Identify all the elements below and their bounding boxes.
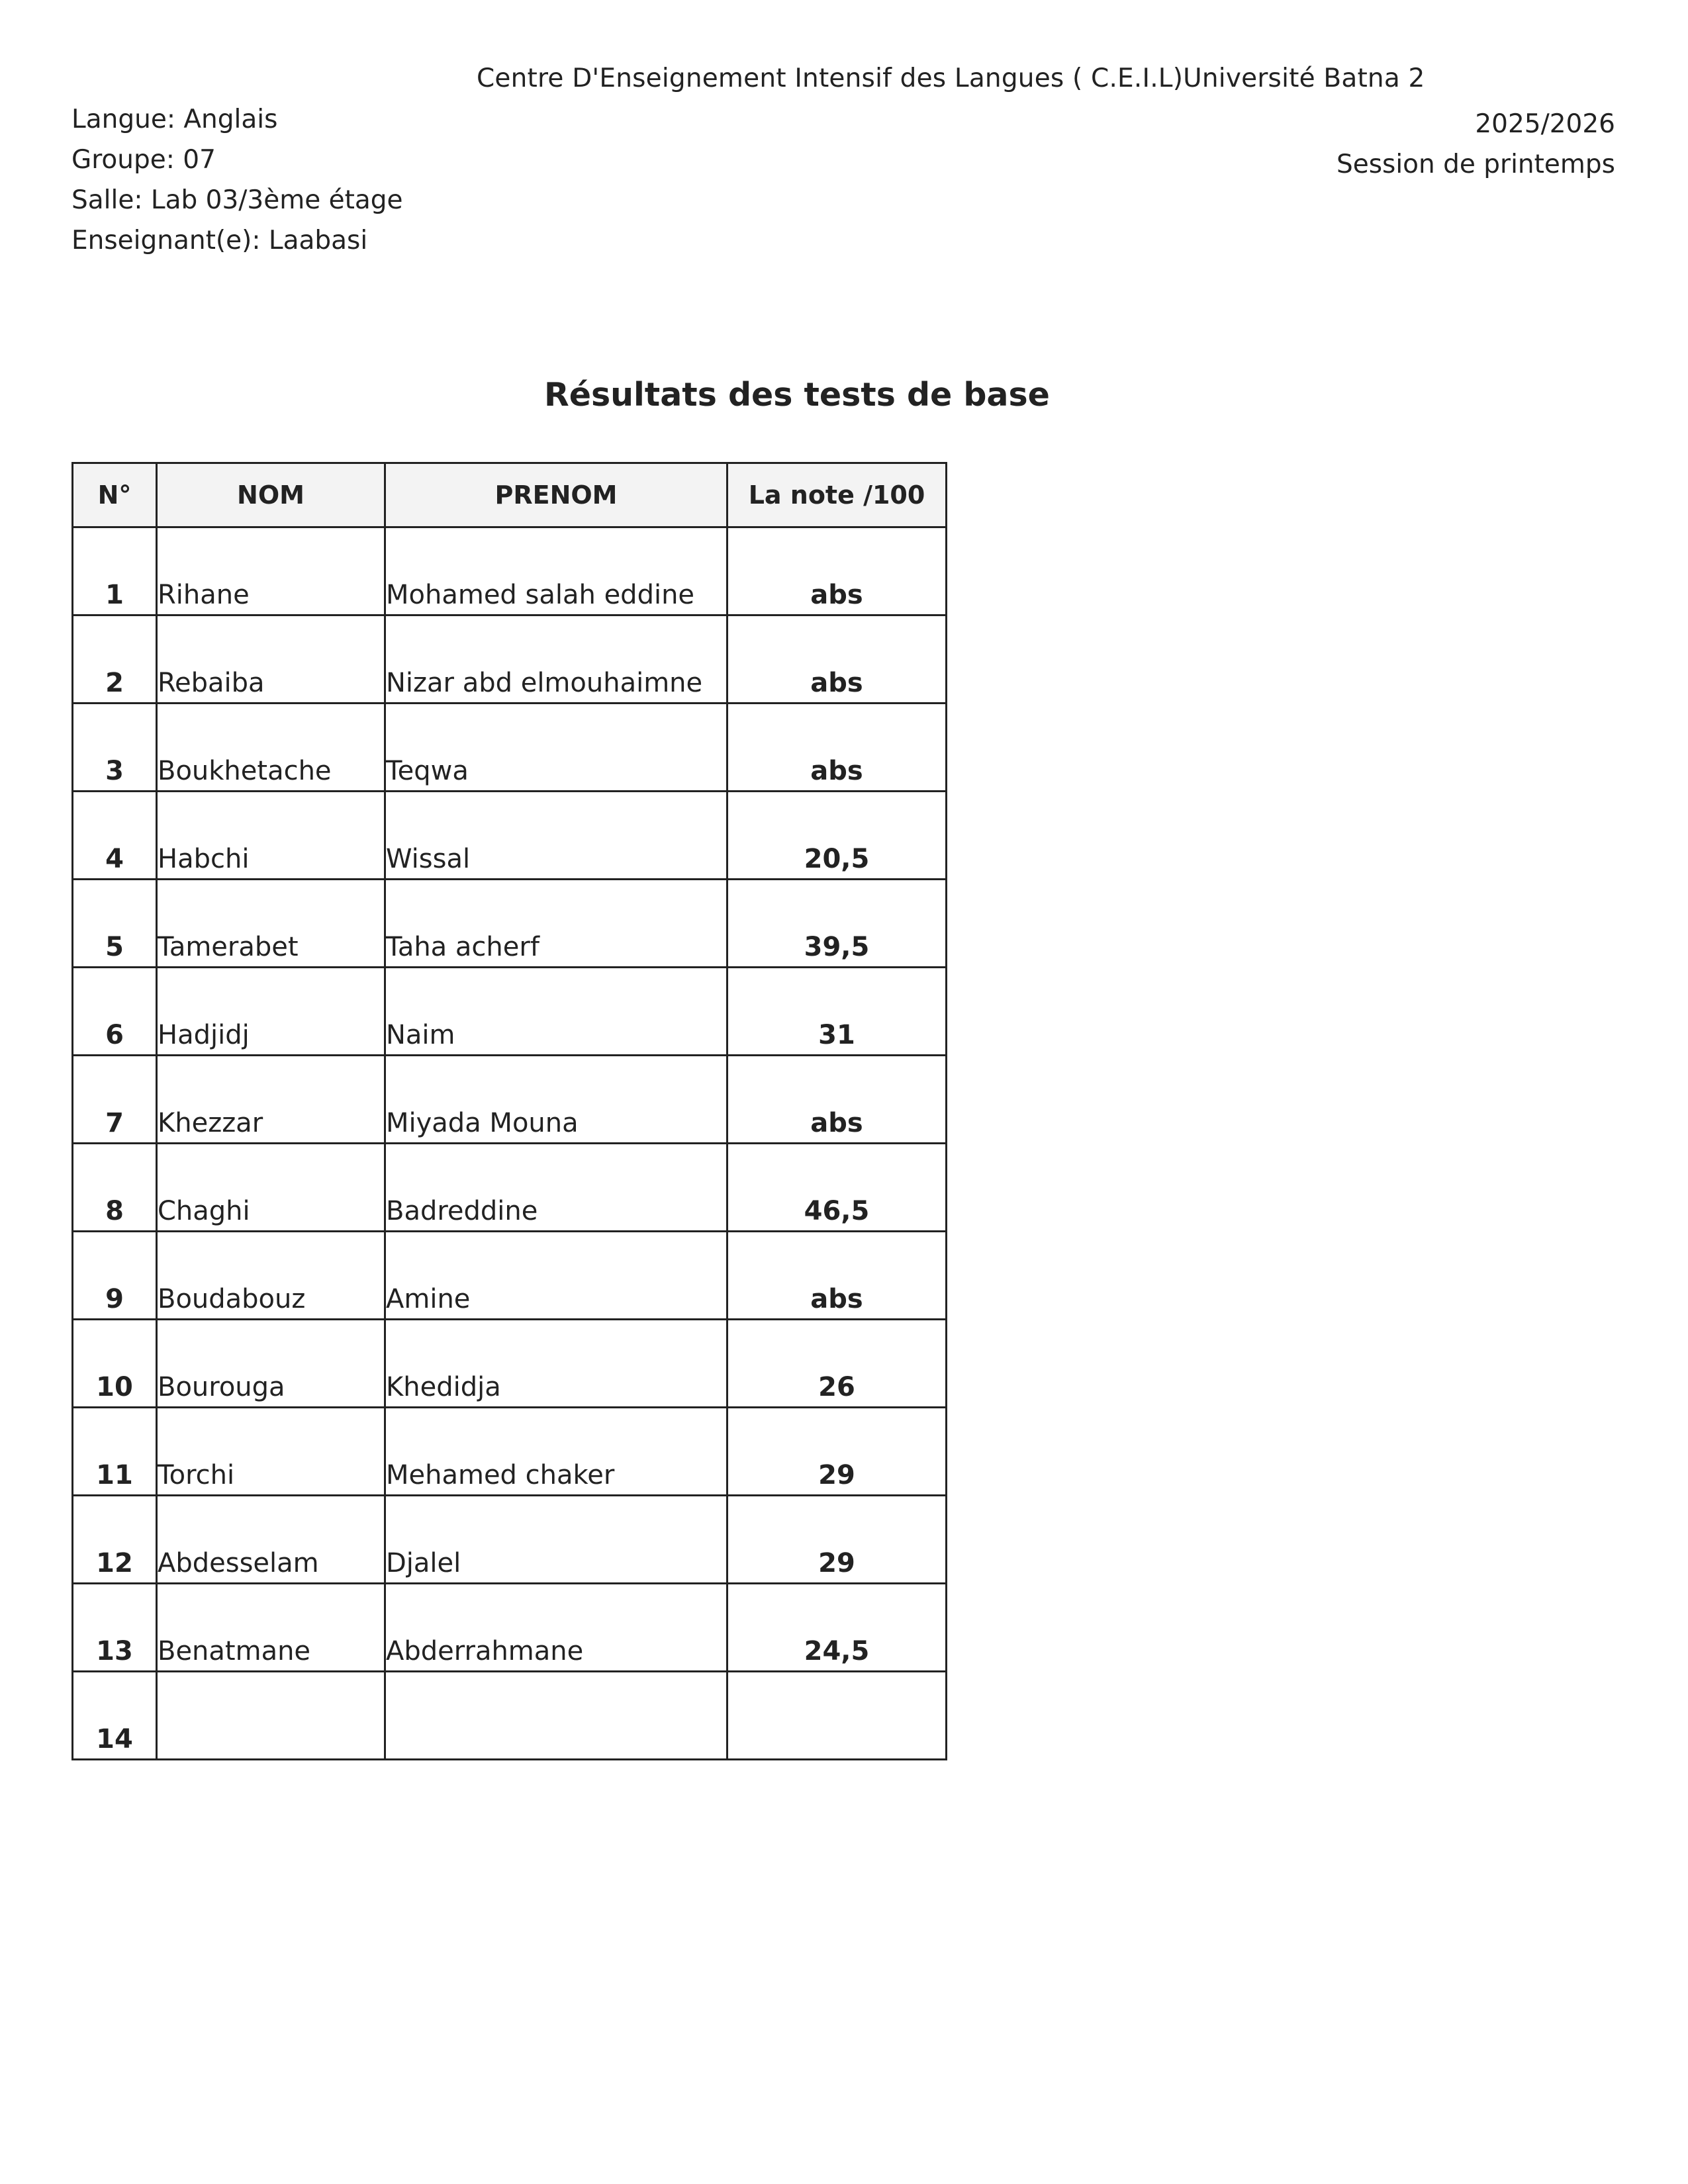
cell-nom: Boudabouz (157, 1232, 385, 1320)
cell-nom: Abdesselam (157, 1496, 385, 1584)
enseignant-label: Enseignant(e): Laabasi (71, 226, 368, 255)
cell-nom: Rebaiba (157, 615, 385, 704)
cell-prenom: Djalel (385, 1496, 727, 1584)
academic-year: 2025/2026 (1475, 109, 1615, 139)
table-row (73, 1408, 947, 1496)
cell-prenom: Naim (385, 968, 727, 1056)
salle-label: Salle: Lab 03/3ème étage (71, 185, 403, 215)
cell-nom: Hadjidj (157, 968, 385, 1056)
cell-num: 7 (73, 1056, 157, 1144)
cell-note: 26 (727, 1320, 947, 1408)
table-row (73, 1320, 947, 1408)
page-title: Résultats des tests de base (544, 376, 1050, 414)
header-num: N° (73, 463, 157, 527)
table-row (73, 968, 947, 1056)
cell-nom: Bourouga (157, 1320, 385, 1408)
header-nom: NOM (157, 463, 385, 527)
cell-prenom: Mohamed salah eddine (385, 527, 727, 615)
class-info (71, 99, 403, 261)
table-row (73, 615, 947, 704)
institution-name: Centre D'Enseignement Intensif des Langues ( C.E.I.L)Université Batna 2 (477, 64, 1425, 93)
cell-nom: Rihane (157, 527, 385, 615)
cell-num: 2 (73, 615, 157, 704)
cell-num: 5 (73, 880, 157, 968)
cell-note: abs (727, 1232, 947, 1320)
cell-prenom: Mehamed chaker (385, 1408, 727, 1496)
cell-note: abs (727, 704, 947, 792)
cell-nom: Chaghi (157, 1144, 385, 1232)
cell-num: 10 (73, 1320, 157, 1408)
table-row (73, 1232, 947, 1320)
cell-note: 29 (727, 1496, 947, 1584)
cell-nom: Benatmane (157, 1584, 385, 1672)
cell-note: abs (727, 527, 947, 615)
cell-nom (157, 1672, 385, 1760)
cell-note: 39,5 (727, 880, 947, 968)
cell-note: 31 (727, 968, 947, 1056)
cell-num: 13 (73, 1584, 157, 1672)
table-row (73, 1056, 947, 1144)
results-table (71, 462, 947, 1760)
groupe-label: Groupe: 07 (71, 145, 216, 175)
table-row (73, 1144, 947, 1232)
table-header-row (73, 463, 947, 527)
table-row (73, 1496, 947, 1584)
cell-note: abs (727, 1056, 947, 1144)
table-row (73, 792, 947, 880)
cell-num: 9 (73, 1232, 157, 1320)
cell-prenom: Abderrahmane (385, 1584, 727, 1672)
session-info (1336, 104, 1615, 185)
cell-num: 4 (73, 792, 157, 880)
cell-nom: Tamerabet (157, 880, 385, 968)
cell-note: 20,5 (727, 792, 947, 880)
cell-prenom: Amine (385, 1232, 727, 1320)
cell-nom: Habchi (157, 792, 385, 880)
cell-note: 46,5 (727, 1144, 947, 1232)
cell-nom: Boukhetache (157, 704, 385, 792)
cell-prenom: Wissal (385, 792, 727, 880)
cell-prenom (385, 1672, 727, 1760)
cell-prenom: Khedidja (385, 1320, 727, 1408)
table-row (73, 527, 947, 615)
cell-num: 14 (73, 1672, 157, 1760)
cell-prenom: Taha acherf (385, 880, 727, 968)
cell-nom: Torchi (157, 1408, 385, 1496)
header-note: La note /100 (727, 463, 947, 527)
cell-nom: Khezzar (157, 1056, 385, 1144)
cell-prenom: Badreddine (385, 1144, 727, 1232)
cell-num: 6 (73, 968, 157, 1056)
session-label: Session de printemps (1336, 150, 1615, 179)
header-prenom: PRENOM (385, 463, 727, 527)
cell-num: 12 (73, 1496, 157, 1584)
table-row (73, 880, 947, 968)
table-row (73, 704, 947, 792)
cell-prenom: Teqwa (385, 704, 727, 792)
cell-note: 29 (727, 1408, 947, 1496)
cell-num: 1 (73, 527, 157, 615)
cell-num: 11 (73, 1408, 157, 1496)
cell-num: 8 (73, 1144, 157, 1232)
table-row (73, 1584, 947, 1672)
table-row (73, 1672, 947, 1760)
cell-prenom: Nizar abd elmouhaimne (385, 615, 727, 704)
cell-note: 24,5 (727, 1584, 947, 1672)
cell-prenom: Miyada Mouna (385, 1056, 727, 1144)
cell-note (727, 1672, 947, 1760)
cell-num: 3 (73, 704, 157, 792)
langue-label: Langue: Anglais (71, 105, 278, 134)
cell-note: abs (727, 615, 947, 704)
